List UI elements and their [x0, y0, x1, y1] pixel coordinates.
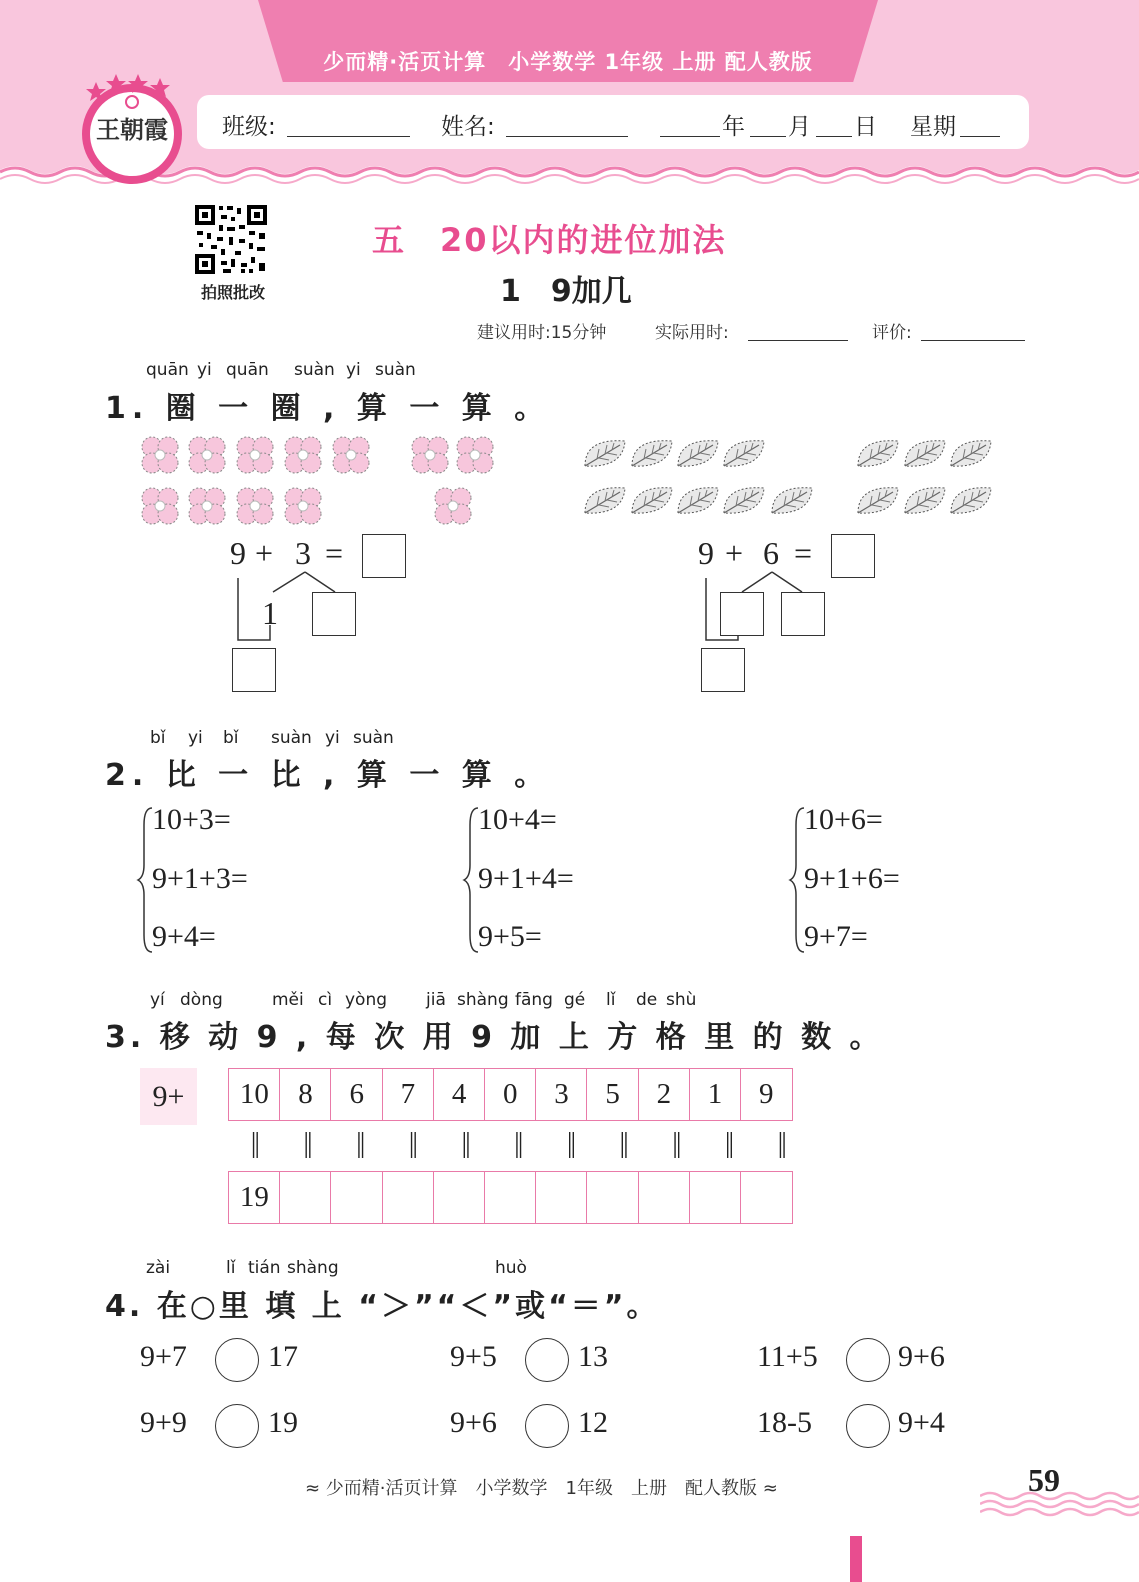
- name-field[interactable]: [506, 108, 628, 137]
- flower-icon: [412, 437, 448, 473]
- q3-equals-sign: ||: [250, 1128, 258, 1159]
- q3-top-row[interactable]: [228, 1068, 793, 1121]
- month-label: 月: [788, 114, 811, 140]
- q3-pinyin: dòng: [180, 990, 223, 1010]
- flower-icon: [457, 437, 493, 473]
- flower-icon: [189, 437, 225, 473]
- q4-left-expr: 9+9: [140, 1406, 187, 1439]
- q4-compare-circle[interactable]: [846, 1338, 890, 1382]
- weekday-field[interactable]: [960, 108, 1000, 137]
- q3-equals-sign: ||: [408, 1128, 417, 1159]
- q3-answer-cell[interactable]: [740, 1171, 793, 1224]
- bottom-edge-mark: [850, 1536, 862, 1582]
- q3-equals-sign: ||: [566, 1128, 575, 1159]
- q3-pinyin: yí: [150, 990, 165, 1010]
- q3-pinyin: shàng: [457, 990, 509, 1010]
- leaf-icon: [905, 441, 945, 466]
- logo-text: 王朝霞: [96, 115, 168, 144]
- suggested-time: 建议用时:15分钟: [477, 323, 607, 343]
- q2-formula: 9+1+6=: [804, 862, 900, 895]
- qr-code-icon[interactable]: [193, 203, 269, 276]
- q3-answer-cell[interactable]: [433, 1171, 486, 1224]
- flower-icon: [285, 488, 321, 524]
- leaf-icon: [772, 488, 812, 513]
- evaluation-field[interactable]: [921, 316, 1025, 341]
- q4-compare-circle[interactable]: [846, 1404, 890, 1448]
- flower-icon: [142, 437, 178, 473]
- unit-title: 五 20以内的进位加法: [372, 221, 727, 259]
- q4-compare-circle[interactable]: [215, 1338, 259, 1382]
- q4-right-expr: 13: [578, 1340, 608, 1373]
- leaf-icon: [678, 441, 718, 466]
- q2-formula: 9+1+4=: [478, 862, 574, 895]
- q3-top-cell: 0: [484, 1068, 537, 1121]
- q4-compare-circle[interactable]: [525, 1338, 569, 1382]
- flower-group: [135, 430, 505, 532]
- leaf-icon: [858, 441, 898, 466]
- q4-compare-circle[interactable]: [215, 1404, 259, 1448]
- q4-compare-circle[interactable]: [525, 1404, 569, 1448]
- q3-pinyin: fāng: [515, 990, 553, 1010]
- series-title: 少而精·活页计算 小学数学 1年级 上册 配人教版: [323, 50, 813, 74]
- flower-icon: [333, 437, 369, 473]
- q3-answer-cell[interactable]: [638, 1171, 691, 1224]
- q1-right-eq: =: [794, 535, 813, 571]
- q4-pinyin: tián: [248, 1258, 281, 1278]
- leaf-icon: [585, 441, 625, 466]
- q2-formula: 10+4=: [478, 803, 557, 836]
- q4-left-expr: 9+6: [450, 1406, 497, 1439]
- q3-top-cell: 4: [433, 1068, 486, 1121]
- q3-equals-row: [228, 1128, 808, 1160]
- q4-left-expr: 9+5: [450, 1340, 497, 1373]
- year-label: 年: [722, 114, 745, 140]
- q2-formula: 9+5=: [478, 920, 542, 953]
- lesson-title: 1 9加几: [500, 274, 632, 309]
- q3-top-cell: 3: [535, 1068, 588, 1121]
- q3-pinyin: cì: [318, 990, 333, 1010]
- q4-text: 4. 在○里 填 上 “＞”“＜”或“＝”。: [105, 1289, 660, 1324]
- q1-left-split-given: 1: [262, 595, 278, 631]
- q2-pinyin: bǐ: [150, 728, 166, 748]
- q4-right-expr: 17: [268, 1340, 298, 1373]
- q2-pinyin: bǐ: [223, 728, 239, 748]
- q3-answer-cell: 19: [228, 1171, 281, 1224]
- q4-left-expr: 11+5: [757, 1340, 818, 1373]
- class-field[interactable]: [287, 108, 410, 137]
- q3-answer-cell[interactable]: [535, 1171, 588, 1224]
- q3-pinyin: shù: [666, 990, 697, 1010]
- q3-top-cell: 8: [279, 1068, 332, 1121]
- q3-top-cell: 6: [330, 1068, 383, 1121]
- q1-left-a: 9: [230, 535, 246, 571]
- q1-pinyin: suàn: [294, 360, 335, 380]
- q2-pinyin: yi: [325, 728, 340, 748]
- evaluation-label: 评价:: [872, 323, 912, 343]
- footer-text: ≈ 少而精·活页计算 小学数学 1年级 上册 配人教版 ≈: [305, 1478, 778, 1499]
- q3-pinyin: měi: [272, 990, 304, 1010]
- q3-equals-sign: ||: [461, 1128, 469, 1159]
- q1-left-sum-box[interactable]: [232, 648, 276, 692]
- day-field[interactable]: [816, 108, 852, 137]
- leaf-icon: [724, 441, 764, 466]
- q4-pinyin: zài: [146, 1258, 171, 1278]
- q1-right-split-box-2[interactable]: [781, 592, 825, 636]
- q2-formula: 10+3=: [152, 803, 231, 836]
- q3-pinyin: yòng: [345, 990, 388, 1010]
- flower-icon: [237, 437, 273, 473]
- q1-pinyin: yi: [346, 360, 361, 380]
- q1-left-b: 3: [295, 535, 311, 571]
- q2-formula: 10+6=: [804, 803, 883, 836]
- month-field[interactable]: [750, 108, 786, 137]
- q3-text: 3. 移 动 9 , 每 次 用 9 加 上 方 格 里 的 数 。: [105, 1020, 884, 1055]
- q4-right-expr: 9+6: [898, 1340, 945, 1373]
- q1-left-split-box[interactable]: [312, 592, 356, 636]
- year-field[interactable]: [660, 108, 720, 137]
- q3-equals-sign: ||: [303, 1128, 311, 1159]
- q2-pinyin: suàn: [353, 728, 394, 748]
- q3-equals-sign: ||: [514, 1128, 522, 1159]
- name-label: 姓名:: [441, 114, 495, 140]
- leaf-icon: [858, 488, 898, 513]
- q3-pinyin: de: [636, 990, 658, 1010]
- q3-answer-cell[interactable]: [382, 1171, 435, 1224]
- q4-left-expr: 9+7: [140, 1340, 187, 1373]
- q3-bottom-row[interactable]: [228, 1171, 793, 1224]
- q3-equals-sign: ||: [356, 1128, 364, 1159]
- q1-right-a: 9: [698, 535, 714, 571]
- q4-right-expr: 9+4: [898, 1406, 945, 1439]
- q1-pinyin: quān: [146, 360, 189, 380]
- q2-formula: 9+1+3=: [152, 862, 248, 895]
- qr-caption: 拍照批改: [200, 283, 265, 302]
- q1-right-sum-box[interactable]: [701, 648, 745, 692]
- flower-icon: [189, 488, 225, 524]
- leaf-icon: [585, 488, 625, 513]
- q1-right-op: +: [725, 535, 744, 571]
- leaf-icon: [905, 488, 945, 513]
- q3-top-cell: 5: [586, 1068, 639, 1121]
- day-label: 日: [854, 114, 877, 140]
- q2-pinyin: suàn: [271, 728, 312, 748]
- q3-pinyin: gé: [564, 990, 586, 1010]
- flower-icon: [285, 437, 321, 473]
- q3-answer-cell[interactable]: [689, 1171, 742, 1224]
- q3-top-cell: 1: [689, 1068, 742, 1121]
- q3-top-cell: 10: [228, 1068, 281, 1121]
- q3-pinyin: jiā: [426, 990, 446, 1010]
- q3-prefix: 9+: [140, 1068, 197, 1125]
- q3-answer-cell[interactable]: [586, 1171, 639, 1224]
- q3-answer-cell[interactable]: [484, 1171, 537, 1224]
- q1-left-eq: =: [325, 535, 344, 571]
- q3-top-cell: 9: [740, 1068, 793, 1121]
- leaf-icon: [951, 441, 991, 466]
- q1-pinyin: yi: [197, 360, 212, 380]
- q2-text: 2. 比 一 比 , 算 一 算 。: [105, 758, 551, 793]
- q3-equals-sign: ||: [619, 1128, 627, 1159]
- q4-left-expr: 18-5: [757, 1406, 812, 1439]
- q3-top-cell: 7: [382, 1068, 435, 1121]
- q3-equals-sign: ||: [724, 1128, 733, 1159]
- q4-pinyin: shàng: [287, 1258, 339, 1278]
- leaf-icon: [678, 488, 718, 513]
- weekday-label: 星期: [910, 114, 956, 140]
- q3-top-cell: 2: [638, 1068, 691, 1121]
- leaf-icon: [951, 488, 991, 513]
- q2-formula: 9+4=: [152, 920, 216, 953]
- q1-pinyin: suàn: [375, 360, 416, 380]
- q3-answer-cell[interactable]: [330, 1171, 383, 1224]
- q3-equals-sign: ||: [672, 1128, 680, 1159]
- leaf-icon: [632, 488, 672, 513]
- flower-icon: [142, 488, 178, 524]
- q1-right-split-box-1[interactable]: [720, 592, 764, 636]
- q3-pinyin: lǐ: [606, 990, 616, 1010]
- q2-pinyin: yi: [188, 728, 203, 748]
- flower-icon: [435, 488, 471, 524]
- actual-time-label: 实际用时:: [655, 323, 729, 343]
- leaf-group: [580, 432, 1000, 527]
- q4-pinyin: huò: [495, 1258, 527, 1278]
- q4-right-expr: 12: [578, 1406, 608, 1439]
- actual-time-field[interactable]: [748, 316, 848, 341]
- q3-answer-cell[interactable]: [279, 1171, 332, 1224]
- q2-formula: 9+7=: [804, 920, 868, 953]
- flower-icon: [237, 488, 273, 524]
- class-label: 班级:: [222, 114, 276, 140]
- q4-right-expr: 19: [268, 1406, 298, 1439]
- q4-pinyin: lǐ: [226, 1258, 236, 1278]
- q1-left-answer-box[interactable]: [362, 534, 406, 578]
- q1-right-b: 6: [763, 535, 779, 571]
- q1-text: 1. 圈 一 圈 , 算 一 算 。: [105, 391, 551, 426]
- q1-pinyin: quān: [226, 360, 269, 380]
- q1-left-op: +: [255, 535, 274, 571]
- q1-right-answer-box[interactable]: [831, 534, 875, 578]
- leaf-icon: [724, 488, 764, 513]
- page-number: 59: [1028, 1462, 1060, 1498]
- q3-equals-sign: ||: [777, 1128, 785, 1159]
- leaf-icon: [632, 441, 672, 466]
